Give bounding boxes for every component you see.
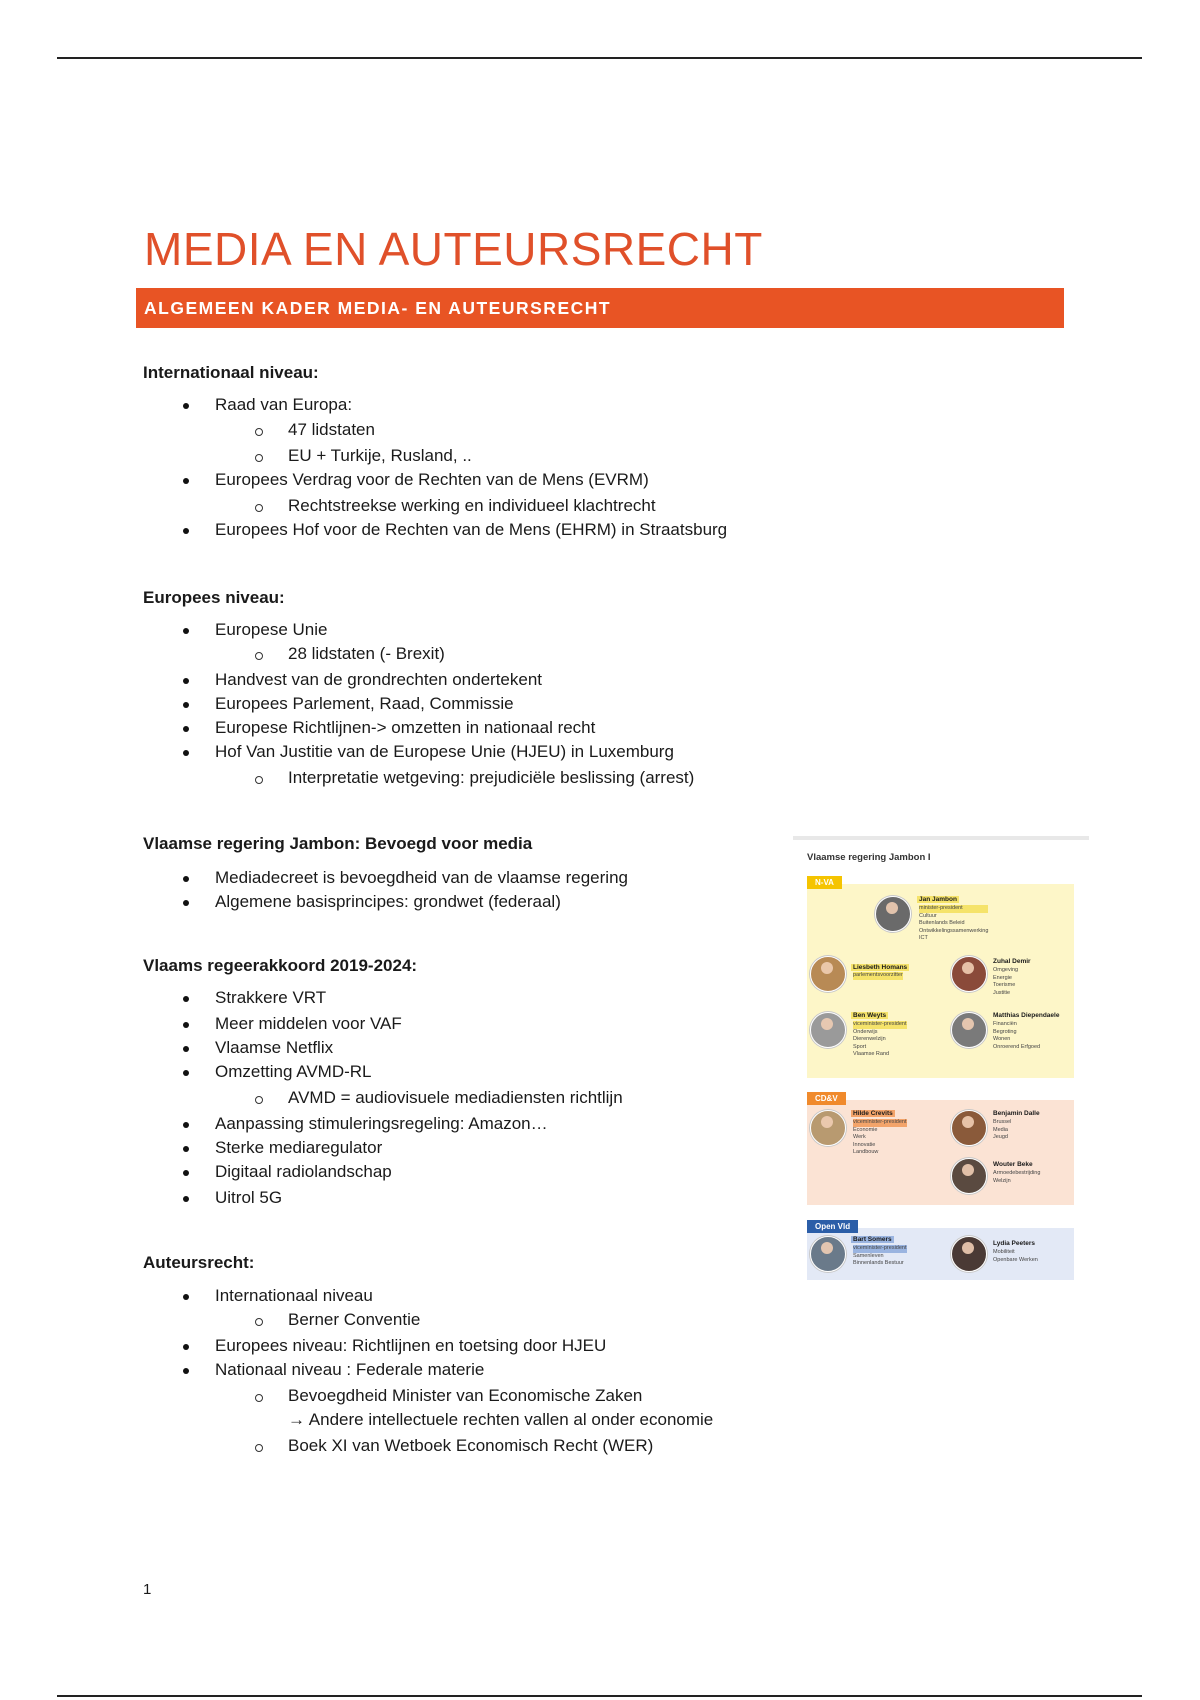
header-rule [57,57,1142,59]
page-title: MEDIA EN AUTEURSRECHT [144,223,763,275]
minister-name: Zuhal Demir [993,958,1031,965]
minister-name: Bart Somers [853,1236,892,1243]
minister-photo [810,1110,846,1146]
section-banner: ALGEMEEN KADER MEDIA- EN AUTEURSRECHT [136,288,1064,328]
list-item: Omzetting AVMD-RL [215,1062,372,1081]
list-item: Hof Van Justitie van de Europese Unie (HJEU) in Luxemburg [215,742,674,761]
minister-name: Wouter Beke [993,1161,1033,1168]
list-item: Rechtstreekse werking en individueel klachtrecht [288,496,656,515]
minister-photo [951,1158,987,1194]
list-item: Raad van Europa: [215,395,353,414]
minister-role: Financiën Begroting Wonen Onroerend Erfgoed [993,1021,1041,1050]
list-item: Vlaamse Netflix [215,1038,334,1057]
list-item: Algemene basisprincipes: grondwet (federaal) [215,892,561,911]
minister-name: Benjamin Dalle [993,1110,1040,1117]
list-item: Europese Unie [215,620,328,639]
minister-photo [810,1012,846,1048]
minister-photo [875,896,911,932]
cabinet-figure [793,836,1089,1286]
heading-auteursrecht: Auteursrecht: [143,1253,255,1272]
minister-role: Omgeving Energie Toerisme Justitie [993,967,1019,996]
cabinet-title: Vlaamse regering Jambon I [807,852,931,863]
minister-photo [810,1236,846,1272]
list-item: Europees Parlement, Raad, Commissie [215,694,514,713]
list-item: 47 lidstaten [288,420,375,439]
list-item: Aanpassing stimuleringsregeling: Amazon… [215,1114,548,1133]
minister-name: Hilde Crevits [853,1110,893,1117]
list-item: Europees Hof voor de Rechten van de Mens (EHRM) in Straatsburg [215,520,728,539]
minister-name: Ben Weyts [853,1012,887,1019]
list-item: Meer middelen voor VAF [215,1014,402,1033]
list-item: Uitrol 5G [215,1188,283,1207]
minister-role: minister-president Cultuur Buitenlands Beleid Ontwikkelingssamenwerking ICT [919,905,989,941]
party-tag-nva: N-VA [807,876,842,889]
minister-name: Jan Jambon [919,896,957,903]
list-item: Sterke mediaregulator [215,1138,383,1157]
list-item: Boek XI van Wetboek Economisch Recht (WER) [288,1436,654,1455]
minister-role: Mobiliteit Openbare Werken [993,1249,1038,1263]
list-item: Mediadecreet is bevoegdheid van de vlaamse regering [215,868,628,887]
minister-role: Brussel Media Jeugd [993,1119,1012,1140]
list-item: Internationaal niveau [215,1286,373,1305]
minister-role: parlementsvoorzitter [853,972,903,978]
heading-europees: Europees niveau: [143,588,285,607]
list-item: Europees Verdrag voor de Rechten van de Mens (EVRM) [215,470,649,489]
list-item-note: → Andere intellectuele rechten vallen al onder economie [288,1410,714,1429]
page-number: 1 [143,1581,152,1598]
minister-role: Armoedebestrijding Welzijn [993,1170,1041,1184]
list-item: Nationaal niveau : Federale materie [215,1360,485,1379]
minister-photo [951,1012,987,1048]
list-item: Handvest van de grondrechten ondertekent [215,670,543,689]
list-item: 28 lidstaten (- Brexit) [288,644,445,663]
party-tag-cdv: CD&V [807,1092,846,1105]
minister-role: viceminister-president Economie Werk Innovatie Landbouw [853,1119,907,1155]
minister-name: Liesbeth Homans [853,964,908,971]
heading-vlaamse-regering: Vlaamse regering Jambon: Bevoegd voor media [143,834,533,853]
list-item: AVMD = audiovisuele mediadiensten richtlijn [288,1088,623,1107]
footer-rule [57,1695,1142,1697]
minister-photo [951,1110,987,1146]
list-item: Europese Richtlijnen-> omzetten in nationaal recht [215,718,596,737]
minister-role: viceminister-president Onderwijs Dierenwelzijn Sport Vlaamse Rand [853,1021,907,1057]
list-item: Strakkere VRT [215,988,327,1007]
party-tag-open-vld: Open Vld [807,1220,858,1233]
minister-name: Matthias Diependaele [993,1012,1060,1019]
minister-name: Lydia Peeters [993,1240,1036,1247]
minister-photo [810,956,846,992]
list-item: EU + Turkije, Rusland, .. [288,446,472,465]
minister-role: viceminister-president Samenleven Binnenlands Bestuur [853,1245,907,1266]
list-item: Europees niveau: Richtlijnen en toetsing door HJEU [215,1336,607,1355]
list-item: Digitaal radiolandschap [215,1162,392,1181]
minister-photo [951,1236,987,1272]
heading-internationaal: Internationaal niveau: [143,363,319,382]
heading-regeerakkoord: Vlaams regeerakkoord 2019-2024: [143,956,418,975]
list-item: Berner Conventie [288,1310,421,1329]
minister-photo [951,956,987,992]
list-item: Bevoegdheid Minister van Economische Zaken [288,1386,643,1405]
list-item: Interpretatie wetgeving: prejudiciële beslissing (arrest) [288,768,695,787]
